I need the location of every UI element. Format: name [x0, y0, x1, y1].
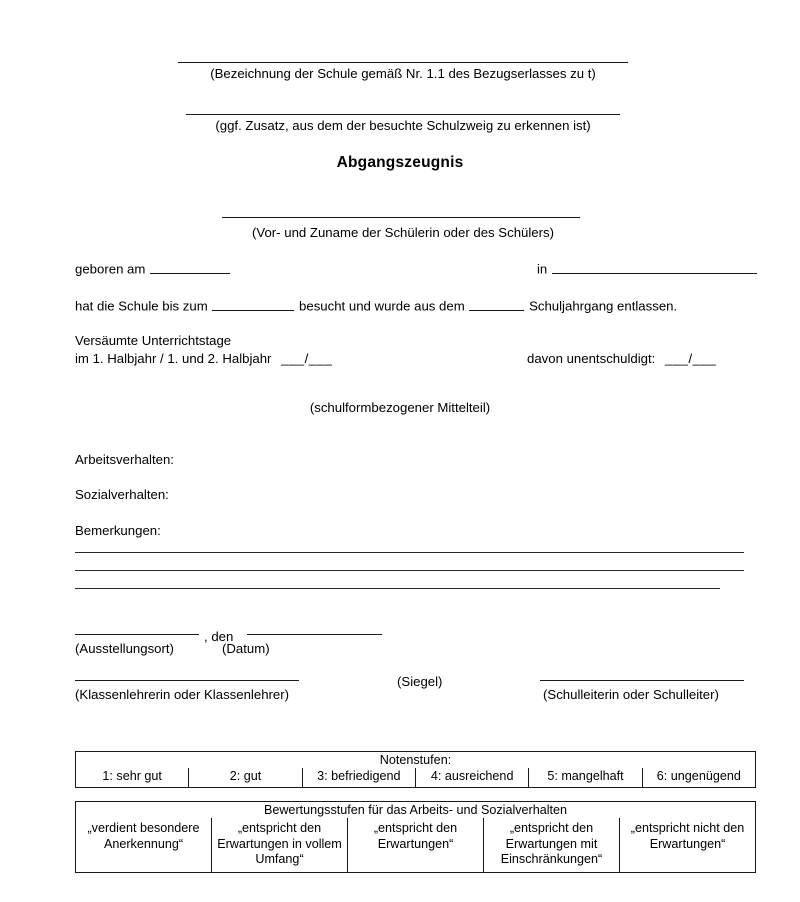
born-on-blank[interactable]: [150, 260, 230, 274]
grade-cell-3: 3: befriedigend: [302, 768, 415, 787]
pupil-name-rule: [222, 217, 580, 218]
birthplace-label: in: [537, 261, 548, 277]
issue-date-caption: (Datum): [222, 641, 270, 656]
den-word: , den: [204, 629, 234, 644]
attendance-middle: besucht und wurde aus dem: [299, 298, 465, 314]
grades-table-header: Notenstufen:: [379, 753, 452, 767]
page-title: Abgangszeugnis: [336, 154, 464, 171]
grade-cell-6: 6: ungenügend: [642, 768, 755, 787]
issue-place-caption: (Ausstellungsort): [75, 641, 174, 656]
born-on-line: [75, 260, 231, 277]
behaviour-cell-4: „entspricht den Erwartungen mit Einschränkungen“: [484, 818, 620, 873]
attendance-prefix: hat die Schule bis zum: [75, 298, 208, 314]
issue-date-rule[interactable]: [247, 634, 382, 635]
attendance-line: [75, 297, 677, 314]
grade-cell-5: 5: mangelhaft: [529, 768, 642, 787]
middle-section-placeholder: (schulformbezogener Mittelteil): [309, 400, 491, 415]
grade-cell-1: 1: sehr gut: [76, 768, 189, 787]
behaviour-cell-2: „entspricht den Erwartungen in vollem Umfang“: [212, 818, 348, 873]
seal-label: (Siegel): [397, 674, 443, 689]
birthplace-blank[interactable]: [552, 260, 757, 274]
school-branch-rule: [186, 114, 620, 115]
attendance-suffix: Schuljahrgang entlassen.: [529, 298, 678, 314]
absence-halfyear-label: im 1. Halbjahr / 1. und 2. Halbjahr: [75, 351, 272, 366]
attendance-year-blank[interactable]: [469, 297, 524, 311]
absence-halfyear-blanks[interactable]: ___/___: [281, 351, 333, 366]
behaviour-table-header: Bewertungsstufen für das Arbeits- und Sozialverhalten: [263, 803, 568, 817]
social-behaviour-label: Sozialverhalten:: [75, 487, 169, 502]
pupil-name-caption: (Vor- und Zuname der Schülerin oder des Schülers): [252, 225, 554, 240]
school-name-caption: (Bezeichnung der Schule gemäß Nr. 1.1 des Bezugserlasses zu t): [210, 66, 596, 81]
grades-table-header-row: [76, 752, 756, 769]
principal-signature-rule[interactable]: [540, 680, 744, 681]
school-branch-caption: (ggf. Zusatz, aus dem der besuchte Schulzweig zu erkennen ist): [215, 118, 591, 133]
behaviour-cell-3: „entspricht den Erwartungen“: [348, 818, 484, 873]
remarks-label: Bemerkungen:: [75, 523, 161, 538]
remarks-line-1[interactable]: [75, 552, 744, 553]
behaviour-cell-5: „entspricht nicht den Erwartungen“: [620, 818, 756, 873]
absence-line-1: Versäumte Unterrichtstage: [75, 333, 232, 348]
issue-place-rule[interactable]: [75, 634, 199, 635]
unexcused-line: [527, 351, 716, 366]
behaviour-table-header-row: [76, 802, 756, 819]
work-behaviour-label: Arbeitsverhalten:: [75, 452, 174, 467]
born-on-label: geboren am: [75, 261, 146, 277]
teacher-signature-rule[interactable]: [75, 680, 299, 681]
grades-table: [75, 751, 756, 788]
grade-cell-2: 2: gut: [189, 768, 302, 787]
grade-cell-4: 4: ausreichend: [415, 768, 528, 787]
remarks-line-2[interactable]: [75, 570, 744, 571]
unexcused-label: davon unentschuldigt:: [527, 351, 656, 366]
principal-signature-caption: (Schulleiterin oder Schulleiter): [543, 687, 719, 702]
behaviour-cell-1: „verdient besondere Anerkennung“: [76, 818, 212, 873]
unexcused-blanks[interactable]: ___/___: [664, 351, 717, 366]
school-name-rule: [178, 62, 628, 63]
behaviour-table-row: [76, 818, 756, 873]
remarks-line-3[interactable]: [75, 588, 720, 589]
grades-table-row: [76, 768, 756, 787]
behaviour-rating-table: [75, 801, 756, 873]
attendance-until-blank[interactable]: [212, 297, 294, 311]
birthplace-line: [537, 260, 758, 277]
absence-line-2: [75, 351, 332, 366]
teacher-signature-caption: (Klassenlehrerin oder Klassenlehrer): [75, 687, 290, 702]
